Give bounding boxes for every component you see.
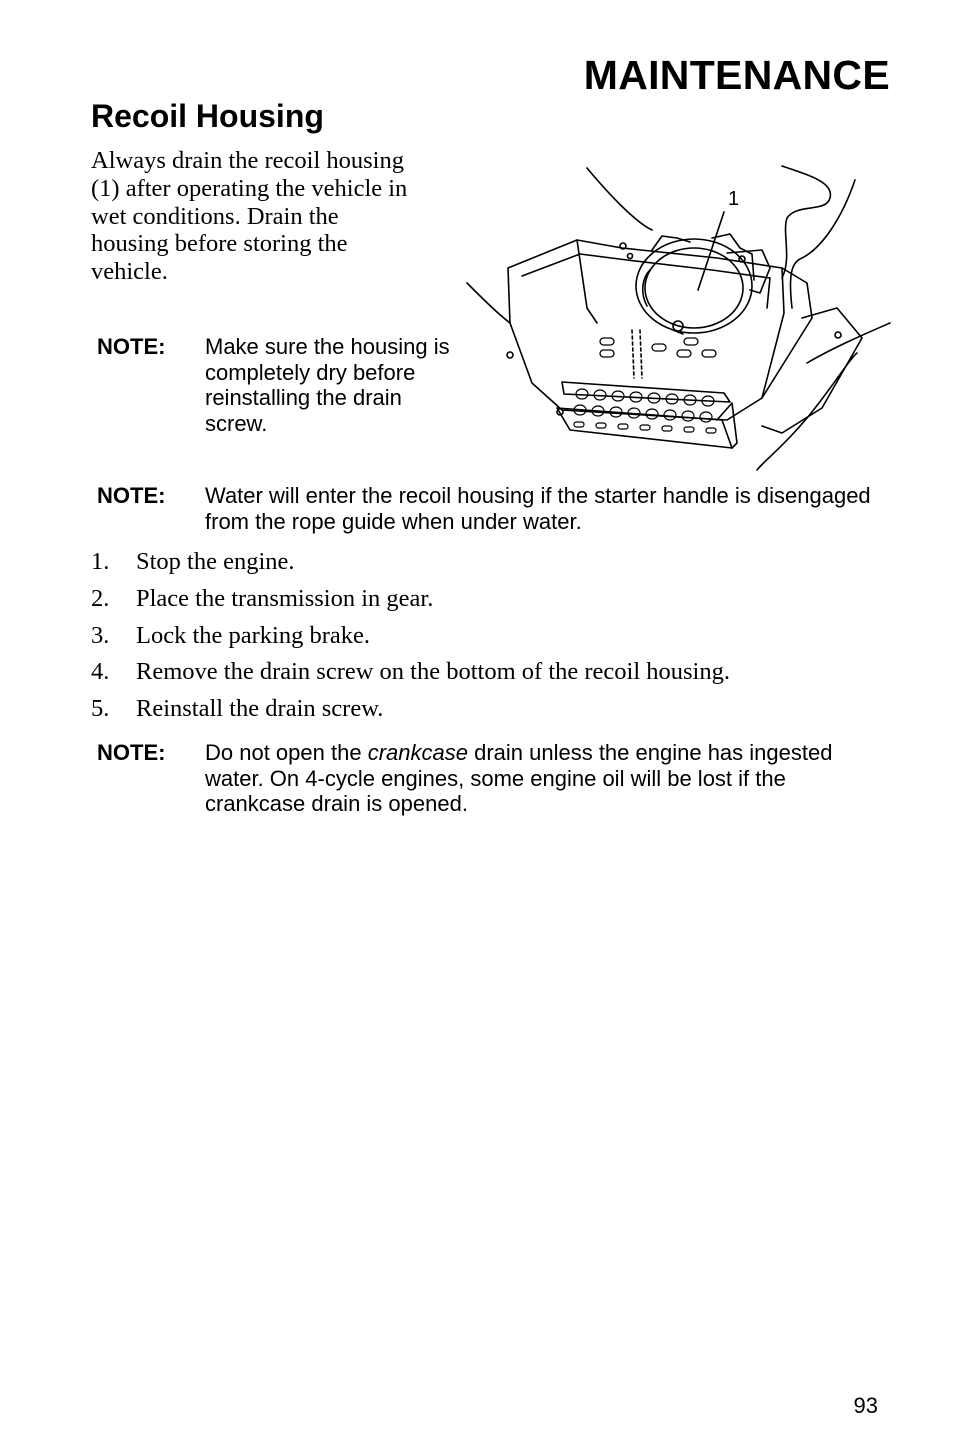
recoil-housing-illustration [462,158,892,476]
step-number: 1. [91,548,110,575]
step-text: Place the transmission in gear. [136,584,434,612]
step-number: 3. [91,621,110,649]
note-label: NOTE: [97,483,166,508]
page-number: 93 [853,1393,878,1418]
step-text: Stop the engine. [136,548,295,575]
step-number: 5. [91,695,110,723]
step-number: 2. [91,584,110,612]
step-item [91,583,891,620]
intro-paragraph: Always drain the recoil housing (1) after operating the vehicle in wet conditions. Drain the housing before storing the vehicle. [91,147,408,286]
step-text: Reinstall the drain screw. [136,695,384,723]
note-label: NOTE: [97,740,166,765]
step-item [91,693,891,730]
note-text: Make sure the housing is completely dry before reinstalling the drain screw. [205,334,450,436]
crankcase-emphasis: crankcase [367,740,468,765]
note-text-before: Do not open the [205,740,368,765]
step-item [91,546,891,583]
step-text: Lock the parking brake. [136,621,371,649]
procedure-steps [91,546,891,730]
section-heading: Recoil Housing [91,98,324,134]
step-item [91,620,891,657]
callout-number: 1 [728,188,740,210]
step-text: Remove the drain screw on the bottom of the recoil housing. [136,658,730,686]
note-text-after: drain unless the engine has ingested water. On 4-cycle engines, some engine oil will be lost if the crankcase drain is opened. [205,740,833,816]
note-label: NOTE: [97,334,166,359]
step-item [91,656,891,693]
note-text: Water will enter the recoil housing if the starter handle is disengaged from the rope guide when under water. [205,483,871,534]
step-number: 4. [91,658,110,686]
section-header: MAINTENANCE [583,52,890,98]
note-text [205,740,885,817]
